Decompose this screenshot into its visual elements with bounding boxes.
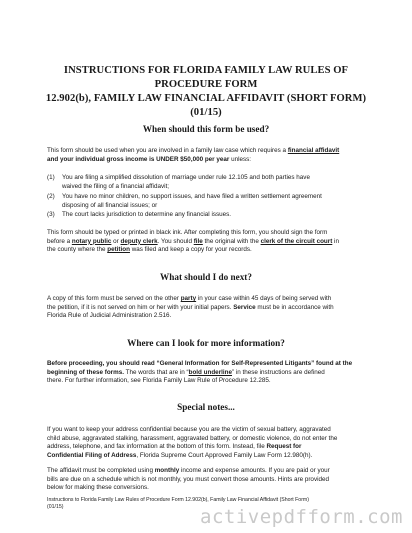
text-line: bills are due on a schedule which is not monthly, you must convert those amounts. Hints are provided — [47, 475, 329, 483]
list-text — [62, 193, 322, 210]
text-run: The affidavit must be completed using — [47, 467, 155, 474]
defined-term-party: party — [180, 295, 197, 302]
text-run: income and expense amounts. If you are paid or your — [179, 467, 330, 474]
list-item — [47, 211, 369, 220]
list-item — [47, 193, 369, 211]
defined-term-notary-public: notary public — [71, 237, 112, 245]
paragraph-confidential-address — [47, 426, 367, 460]
text-run: must be in accordance with — [255, 303, 334, 311]
defined-term-petition: petition — [107, 246, 130, 254]
defined-term-deputy-clerk: deputy clerk — [120, 237, 158, 245]
text-run: the petition, if it is not served on him or her with your initial papers. — [47, 303, 234, 311]
defined-term-file: file — [193, 237, 203, 245]
text-run-bold: and your individual gross income is UNDER $50,000 per year — [47, 155, 230, 163]
list-text — [62, 174, 310, 191]
text-line-bold: Before proceeding, you should read “General Information for Self-Represented Litigants” found at the — [47, 360, 353, 367]
defined-term-bold-underline: bold underline — [188, 368, 232, 376]
list-number: (3) — [47, 211, 55, 218]
section-heading-special-notes: Special notes... — [177, 402, 235, 412]
defined-term-clerk-of-circuit-court: clerk of the circuit court — [260, 237, 333, 245]
list-text-line: waived the filing of a financial affidavit; — [62, 182, 169, 190]
defined-term-service: Service — [233, 303, 256, 311]
text-line: child abuse, aggravated stalking, harassment, aggravated battery, or domestic violence, do not enter the — [47, 434, 338, 442]
text-run: in — [332, 237, 339, 245]
document-title — [40, 64, 372, 120]
list-text-line: You are filing a simplified dissolution of marriage under rule 12.105 and both parties have — [62, 174, 310, 181]
list-number: (1) — [47, 174, 55, 181]
text-line: below for making these conversions. — [47, 484, 149, 492]
paragraph-monthly-amounts — [47, 467, 367, 493]
text-run: unless: — [229, 155, 252, 163]
text-run: the original with the — [202, 237, 261, 245]
paragraph-more-info — [47, 360, 367, 386]
list-item — [47, 174, 369, 192]
text-run: address, telephone, and fax information at the bottom of this form. Instead, file — [47, 443, 267, 451]
list-text-line: disposing of all financial issues; or — [62, 201, 158, 209]
watermark: activepdfform.com — [200, 506, 403, 528]
defined-term-financial-affidavit: financial affidavit — [287, 147, 340, 154]
text-run: before a — [47, 237, 72, 245]
text-run: was filed and keep a copy for your records. — [129, 246, 252, 254]
section-heading-next: What should I do next? — [160, 272, 252, 282]
text-line: there. For further information, see Florida Family Law Rule of Procedure 12.285. — [47, 377, 271, 385]
text-run: in your case within 45 days of being served with — [196, 295, 332, 302]
text-run: A copy of this form must be served on the other — [47, 295, 181, 302]
text-line: This form should be typed or printed in black ink. After completing this form, you should sign the form — [47, 229, 328, 236]
list-number: (2) — [47, 193, 55, 200]
text-run: The words that are in “ — [123, 368, 189, 376]
text-run: . You should — [157, 237, 194, 245]
list-text — [62, 211, 231, 220]
list-text-line: You have no minor children, no support issues, and have filed a written settlement agreement — [62, 193, 322, 200]
paragraph-next — [47, 295, 367, 321]
text-run-bold: Confidential Filing of Address — [47, 451, 137, 459]
title-line-1: INSTRUCTIONS FOR FLORIDA FAMILY LAW RULES OF PROCEDURE FORM — [63, 65, 349, 90]
paragraph-when-intro — [47, 147, 367, 164]
text-run: This form should be used when you are involved in a family law case which requires a — [47, 147, 288, 154]
text-run-bold: beginning of these forms. — [47, 368, 124, 376]
text-line: Florida Rule of Judicial Administration 2.516. — [47, 312, 172, 320]
footer-line: (01/15) — [47, 504, 64, 510]
title-line-2: 12.902(b), FAMILY LAW FINANCIAL AFFIDAVIT (SHORT FORM) (01/15) — [45, 93, 367, 118]
section-heading-when: When should this form be used? — [142, 124, 270, 134]
text-run: the county where the — [47, 246, 108, 254]
paragraph-signing — [47, 229, 367, 255]
text-run: , Florida Supreme Court Approved Family Law Form 12.980(h). — [136, 451, 313, 459]
list-text-line: The court lacks jurisdiction to determine any financial issues. — [62, 211, 232, 218]
text-run: ” in these instructions are defined — [232, 368, 325, 376]
section-heading-more-info: Where can I look for more information? — [127, 338, 285, 348]
text-run-bold: monthly — [154, 467, 180, 474]
text-run: or — [111, 237, 121, 245]
text-run-bold: Request for — [266, 443, 302, 451]
text-line: If you want to keep your address confidential because you are the victim of sexual battery, aggravated — [47, 426, 331, 433]
footer-line: Instructions to Florida Family Law Rules of Procedure Form 12.902(b), Family Law Financial Affidavit (Short Form) — [47, 497, 309, 503]
